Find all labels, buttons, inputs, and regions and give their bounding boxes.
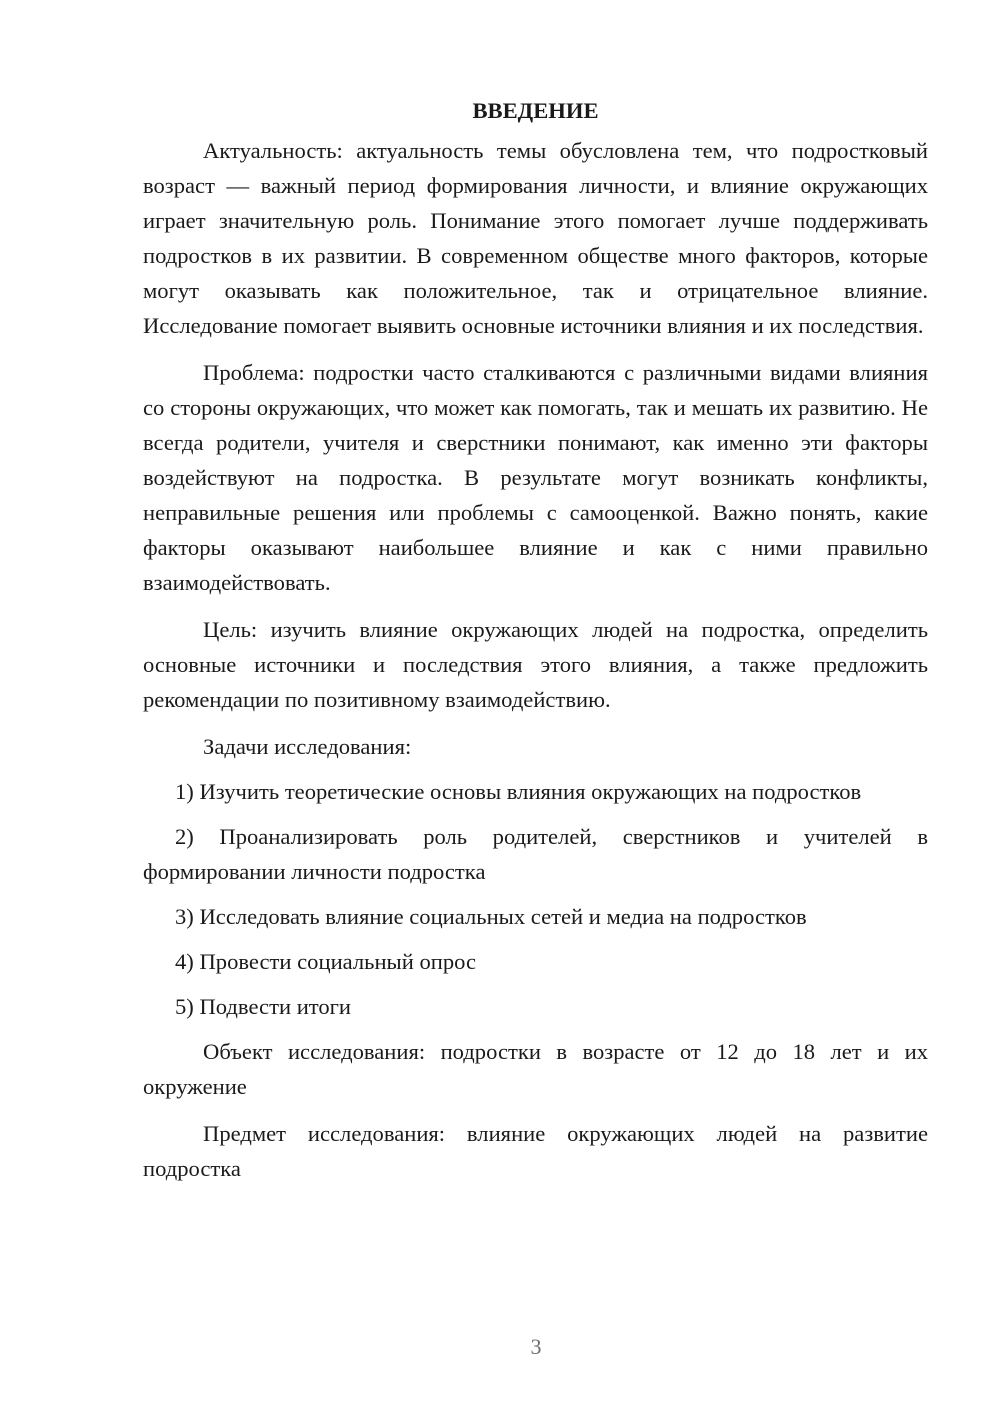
task-item: 5) Подвести итоги — [175, 994, 352, 1019]
task-item: 4) Провести социальный опрос — [175, 949, 477, 974]
task-item: 3) Исследовать влияние социальных сетей и медиа на подростков — [175, 904, 807, 929]
paragraph-subject: Предмет исследования: влияние окружающих людей на развитие подростка — [143, 1121, 928, 1181]
paragraph-goal: Цель: изучить влияние окружающих людей на подростка, определить основные источники и последствия этого влияния, а также предложить рекомендации по позитивному взаимодействию. — [143, 617, 928, 712]
paragraph-object: Объект исследования: подростки в возрасте от 12 до 18 лет и их окружение — [143, 1039, 928, 1099]
paragraph-problem: Проблема: подростки часто сталкиваются с различными видами влияния со стороны окружающих, что может как помогать, так и мешать их развитию. Не всегда родители, учителя и сверстники понимают, как именно эти факторы воздействуют на подростка. В результате могут возникать конфликты, неправильные решения или проблемы с самооценкой. Важно понять, какие факторы оказывают наибольшее влияние и как с ними правильно взаимодействовать. — [143, 360, 928, 595]
tasks-title: Задачи исследования: — [203, 734, 412, 759]
task-item: 2) Проанализировать роль родителей, сверстников и учителей в формировании личности подростка — [143, 824, 928, 884]
task-item: 1) Изучить теоретические основы влияния окружающих на подростков — [175, 779, 862, 804]
paragraph-relevance: Актуальность: актуальность темы обусловлена тем, что подростковый возраст — важный период формирования личности, и влияние окружающих играет значительную роль. Понимание этого помогает лучше поддерживать подростков в их развитии. В современном обществе много факторов, которые могут оказывать как положительное, так и отрицательное влияние. Исследование помогает выявить основные источники влияния и их последствия. — [143, 138, 928, 338]
page-content — [143, 95, 928, 1198]
page-number: 3 — [530, 1334, 542, 1359]
section-heading: ВВЕДЕНИЕ — [472, 98, 599, 123]
